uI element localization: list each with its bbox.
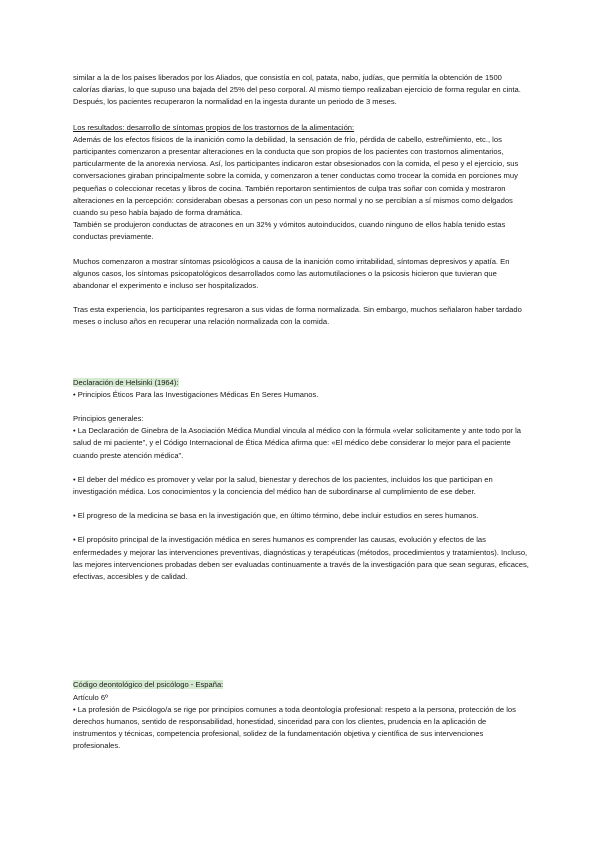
intro-paragraph: similar a la de los países liberados por los Aliados, que consistía en col, patata, nabo, judías, que permitía la obtención de 1500 calorías diarias, lo que supuso una bajada del 25% del peso corporal. Al mismo tiempo realizaban ejercicio de forma regular en cinta. Después, los pacientes recuperaron la normalidad en la ingesta durante un periodo de 3 meses. <box>73 73 521 107</box>
helsinki-bullet-intro: • Principios Éticos Para las Investigaciones Médicas En Seres Humanos. <box>73 389 319 399</box>
document-page <box>73 72 529 753</box>
helsinki-bullet-3: • El progreso de la medicina se basa en la investigación que, en último término, debe incluir estudios en seres humanos. <box>73 511 479 521</box>
results-paragraph-3: Muchos comenzaron a mostrar síntomas psicológicos a causa de la inanición como irritabilidad, síntomas depresivos y apatía. En algunos casos, los síntomas psicopatológicos desarrollados como las automutilaciones o la psicosis hicieron que tuvieran que abandonar el experimento e incluso ser hospitalizados. <box>73 256 510 291</box>
code-article: Artículo 6º <box>73 692 108 702</box>
helsinki-bullet-1: • La Declaración de Ginebra de la Asociación Médica Mundial vincula al médico con la fórmula «velar solícitamente y ante todo por la salud de mi paciente”, y el Código Internacional de Ética Médica afirma que: «El médico debe considerar lo mejor para el paciente cuando preste atención médica”. <box>73 426 521 460</box>
results-paragraph-2: También se produjeron conductas de atracones en un 32% y vómitos autoinducidos, cuando ninguno de ellos había tenido estas conductas previamente. <box>73 220 506 242</box>
results-paragraph-1: Además de los efectos físicos de la inanición como la debilidad, la sensación de frío, pérdida de cabello, estreñimiento, etc., los participantes comenzaron a presentar alteraciones en la conducta que son propios de los pacientes con trastornos alimentarios, particularmente de la anorexia nerviosa. Así, los participantes indicaron estar obsesionados con la comida, el peso y el ejercicio, sus conversaciones giraban principalmente sobre la comida, y comenzaron a tener conductas como trocear la comida en porciones muy pequeñas o coleccionar recetas y libros de cocina. También reportaron sentimientos de culpa tras soñar con comida y mostraron alteraciones en la percepción: consideraban obesas a personas con un peso normal y no se percibían a sí mismos como delgados cuando su peso había bajado de forma dramática. <box>73 134 519 218</box>
results-paragraph-4: Tras esta experiencia, los participantes regresaron a sus vidas de forma normalizada. Sin embargo, muchos señalaron haber tardado meses o incluso años en recuperar una relación normalizada con la comida. <box>73 305 522 327</box>
code-heading: Código deontológico del psicólogo - España: <box>73 680 224 690</box>
helsinki-bullet-2: • El deber del médico es promover y velar por la salud, bienestar y derechos de los pacientes, incluidos los que participan en investigación médica. Los conocimientos y la conciencia del médico han de subordinarse al cumplimiento de ese deber. <box>73 474 493 497</box>
helsinki-heading: Declaración de Helsinki (1964): <box>73 377 179 387</box>
helsinki-subheading: Principios generales: <box>73 414 144 424</box>
code-bullet-1: • La profesión de Psicólogo/a se rige por principios comunes a toda deontología profesional: respeto a la persona, protección de los derechos humanos, sentido de responsabilidad, honestidad, sinceridad para con los clientes, prudencia en la aplicación de instrumentos y técnicas, competencia profesional, solidez de la fundamentación objetiva y científica de sus intervenciones profesionales. <box>73 704 516 751</box>
results-heading: Los resultados: desarrollo de síntomas propios de los trastornos de la alimentación: <box>73 122 355 132</box>
helsinki-bullet-4: • El propósito principal de la investigación médica en seres humanos es comprender las causas, evolución y efectos de las enfermedades y mejorar las intervenciones preventivas, diagnósticas y terapéuticas (métodos, procedimientos y tratamientos). Incluso, las mejores intervenciones probadas deben ser evaluadas continuamente a través de la investigación para que sean seguras, eficaces, efectivas, accesibles y de calidad. <box>73 535 529 582</box>
